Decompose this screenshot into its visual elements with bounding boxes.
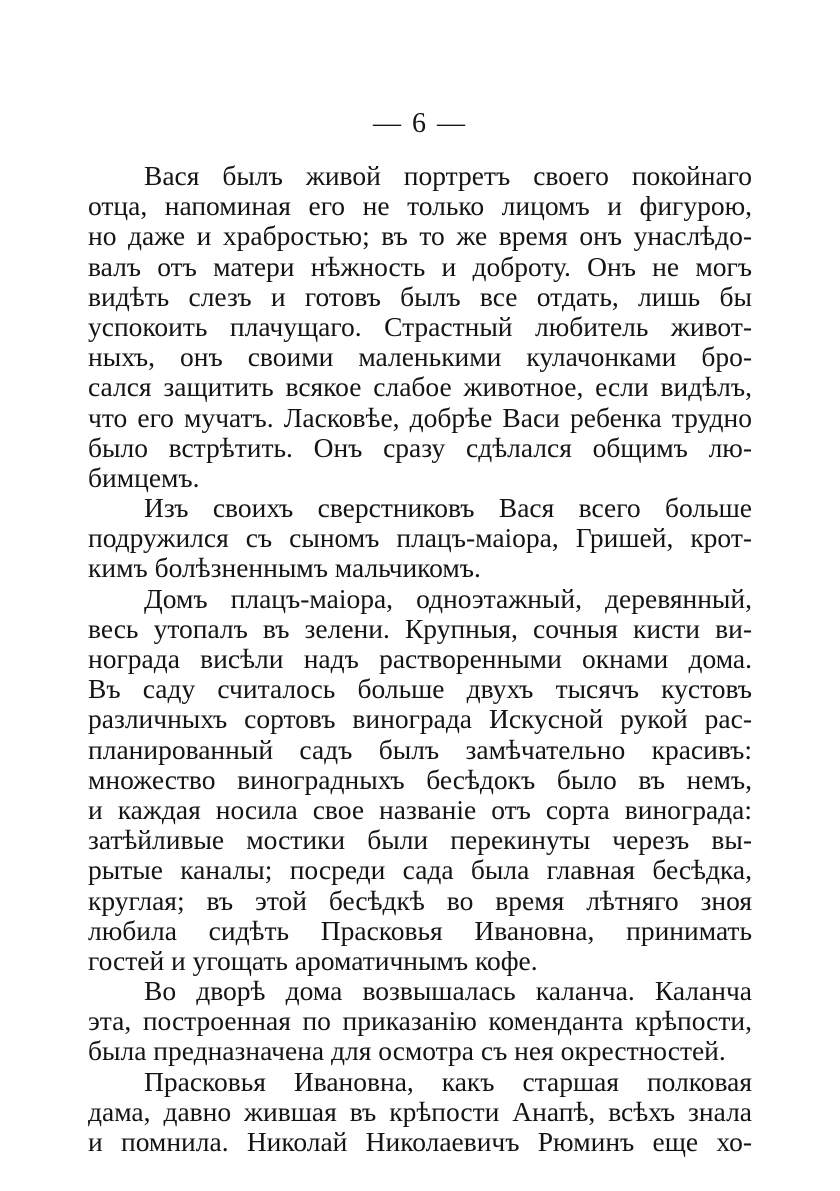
text-line: гостей и угощать ароматичнымъ кофе. [88,944,538,976]
text-line: Домъ плацъ-маіора, одноэтажный, деревянный, [144,582,752,614]
text-line: Прасковья Ивановна, какъ старшая полковая [144,1065,752,1097]
text-line: планированный садъ былъ замѣчательно красивъ: [88,733,752,765]
text-line: была предназначена для осмотра съ нея окрестностей. [88,1035,726,1067]
body-text [88,161,752,1157]
text-line: Во дворѣ дома возвышалась каланча. Каланча [144,975,752,1007]
text-line: ныхъ, онъ своими маленькими кулачонками бро- [88,341,752,373]
text-line: различныхъ сортовъ винограда Искусной рукой рас- [88,703,752,735]
text-line: сался защитить всякое слабое животное, если видѣлъ, [88,371,752,403]
paragraph-4 [88,976,752,1067]
page-number: — 6 — [373,108,467,139]
text-line: эта, построенная по приказанію коменданта крѣпости, [88,1005,752,1037]
text-line: кимъ болѣзненнымъ мальчикомъ. [88,552,481,584]
text-line: Въ саду считалось больше двухъ тысячъ кустовъ [88,673,752,705]
text-line: Изъ своихъ сверстниковъ Вася всего больше [144,492,752,524]
text-line: валъ отъ матери нѣжность и доброту. Онъ не могъ [88,250,752,282]
text-line: нограда висѣли надъ растворенными окнами дома. [88,643,752,674]
paragraph-1 [88,161,752,493]
text-line: и помнила. Николай Николаевичъ Рюминъ еще хо- [88,1126,752,1157]
paragraph-5 [88,1067,752,1158]
text-line: рытые каналы; посреди сада была главная бесѣдка, [88,854,752,886]
text-line: но даже и храбростью; въ то же время онъ унаслѣдо- [88,220,752,252]
text-line: отца, напоминая его не только лицомъ и фигурою, [88,190,752,222]
text-line: успокоить плачущаго. Страстный любитель живот- [88,310,752,342]
text-line: и каждая носила свое названіе отъ сорта винограда: [88,793,752,825]
text-line: любила сидѣть Прасковья Ивановна, принимать [88,914,752,946]
text-line: что его мучатъ. Ласковѣе, добрѣе Васи ребенка трудно [88,401,752,433]
text-line: дама, давно жившая въ крѣпости Анапѣ, всѣхъ знала [88,1095,752,1127]
paragraph-2 [88,493,752,584]
text-line: Вася былъ живой портретъ своего покойнаго [144,160,752,191]
text-line: было встрѣтить. Онъ сразу сдѣлался общимъ лю- [88,431,752,463]
text-line: бимцемъ. [88,461,200,493]
text-line: подружился съ сыномъ плацъ-маіора, Гришей, крот- [88,522,752,554]
paragraph-3 [88,584,752,976]
text-line: круглая; въ этой бесѣдкѣ во время лѣтняго зноя [88,884,752,916]
text-line: затѣйливые мостики были перекинуты черезъ вы- [88,824,752,856]
text-line: весь утопалъ въ зелени. Крупныя, сочныя кисти ви- [88,612,752,644]
text-line: видѣть слезъ и готовъ былъ все отдать, лишь бы [88,280,752,312]
text-line: множество виноградныхъ бесѣдокъ было въ немъ, [88,763,752,795]
